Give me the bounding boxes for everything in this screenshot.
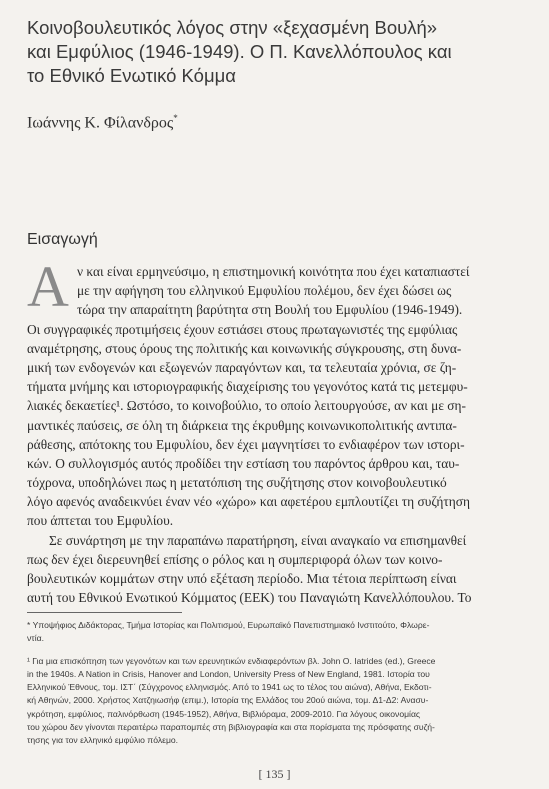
body-line: λιακές δεκαετίες¹. Ωστόσο, το κοινοβούλιο, το οποίο λειτουργούσε, αν και με ση- (27, 398, 466, 414)
body-line: αναμέτρησης, στους όρους της πολιτικής και κοινωνικής σύγκρουσης, στη δυνα- (27, 340, 462, 356)
author-line (27, 113, 178, 132)
footnote-line: in the 1940s. A Nation in Crisis, Hanover and London, University Press of New England, 1981. Ιστορία του (27, 668, 430, 679)
title-line: Κοινοβουλευτικός λόγος στην «ξεχασμένη Βουλή» (27, 17, 438, 38)
footnote-line: τησης για τον ελληνικό εμφύλιο πόλεμο. (27, 735, 179, 746)
drop-cap: Α (27, 254, 69, 319)
body-line: κών. Ο συλλογισμός αυτός προδίδει την εστίαση του παρόντος άρθρου και, ταυ- (27, 455, 460, 471)
body-line: μαντικές παύσεις, σε όλη τη διάρκεια της έκρυθμης κοινωνικοπολιτικής αντιπα- (27, 417, 457, 433)
footnote-line: ¹ Για μια επισκόπηση των γεγονότων και των ερευνητικών ενδιαφερόντων βλ. John O. Iatrides (ed.), Greece (27, 655, 436, 666)
footnotes (27, 619, 517, 748)
footnote-divider (27, 612, 182, 613)
author-footnote-mark: * (173, 113, 178, 123)
author-name: Ιωάννης Κ. Φίλανδρος (27, 114, 174, 132)
body-line: βουλευτικών κομμάτων στην υπό εξέταση περίοδο. Μια τέτοια περίπτωση είναι (27, 571, 457, 586)
footnote-line: του χώρου δεν γίνονται περαιτέρω παραπομπές στη βιβλιογραφία και στα πορίσματα της πρόσφατης συζή- (27, 722, 435, 733)
body-line: αυτή του Εθνικού Ενωτικού Κόμματος (ΕΕΚ) του Παναγιώτη Κανελλόπουλου. Το (27, 590, 472, 606)
title-line: και Εμφύλιος (1946-1949). Ο Π. Κανελλόπουλος και (27, 41, 452, 62)
footnote-line: Ελληνικού Έθνους, τομ. ΙΣΤ΄ (Σύγχρονος ελληνισμός. Από το 1941 ως το τέλος του αιώνα), Αθήνα, Εκδοτι- (27, 682, 432, 693)
footnote-line: γκρότηση, εμφύλιος, παλινόρθωση (1945-1952), Αθήνα, Βιβλιόραμα, 2009-2010. Για λόγους οικονομίας (27, 708, 421, 719)
footnote-line: * Υποψήφιος Διδάκτορας, Τμήμα Ιστορίας και Πολιτισμού, Ευρωπαϊκό Πανεπιστημιακό Ινστιτούτο, Φλωρε- (27, 620, 430, 630)
footnote-gap (27, 646, 517, 655)
body-line: τήματα μνήμης και ιστοριογραφικής διαχείρισης του γεγονότος κατά τις μετεμφυ- (27, 379, 468, 395)
title-line: το Εθνικό Ενωτικό Κόμμα (27, 65, 236, 86)
footnote-line: ντία. (27, 633, 44, 644)
section-heading: Εισαγωγή (27, 231, 98, 248)
body-line: πως δεν έχει διερευνηθεί επίσης ο ρόλος και η συμπεριφορά όλων των κοινο- (27, 551, 443, 567)
footnote-line: κή Αθηνών, 2000. Χρήστος Χατζηιωσήφ (επιμ.), Ιστορία της Ελλάδος του 20ού αιώνα, τομ. Δ1-Δ2: Ανασυ- (27, 695, 429, 706)
body-line: τώρα την απαραίτητη βαρύτητα στη Βουλή του Εμφυλίου (1946-1949). (77, 302, 463, 318)
body-line: ν και είναι ερμηνεύσιμο, η επιστημονική κοινότητα που έχει καταπιαστεί (77, 264, 470, 279)
body-line: που άπτεται του Εμφυλίου. (27, 513, 174, 529)
body-line: Σε συνάρτηση με την παραπάνω παρατήρηση, είναι αναγκαίο να επισημανθεί (49, 532, 467, 548)
body-text (27, 262, 513, 607)
body-line: λόγο αφενός αναδεικνύει έναν νέο «χώρο» και αφετέρου εμπλουτίζει τη συζήτηση (27, 494, 470, 510)
body-line: μική των ενδογενών και εξωγενών παραγόντων και, τα τελευταία χρόνια, σε ζη- (27, 359, 457, 375)
page-number: [ 135 ] (258, 767, 291, 781)
body-line: τόχρονα, υποδηλώνει πως η μετατόπιση της συζήτησης στον κοινοβουλευτικό (27, 475, 447, 491)
article-title (27, 16, 527, 88)
body-line: με την αφήγηση του ελληνικού Εμφυλίου πολέμου, δεν έχει δώσει ως (77, 283, 452, 299)
body-line: Οι συγγραφικές προτιμήσεις έχουν εστιάσει στους πρωταγωνιστές της εμφύλιας (27, 321, 458, 337)
body-line: ράθεσης, απότοκης του Εμφυλίου, δεν έχει μαγνητίσει το ενδιαφέρον των ιστορι- (27, 436, 465, 452)
